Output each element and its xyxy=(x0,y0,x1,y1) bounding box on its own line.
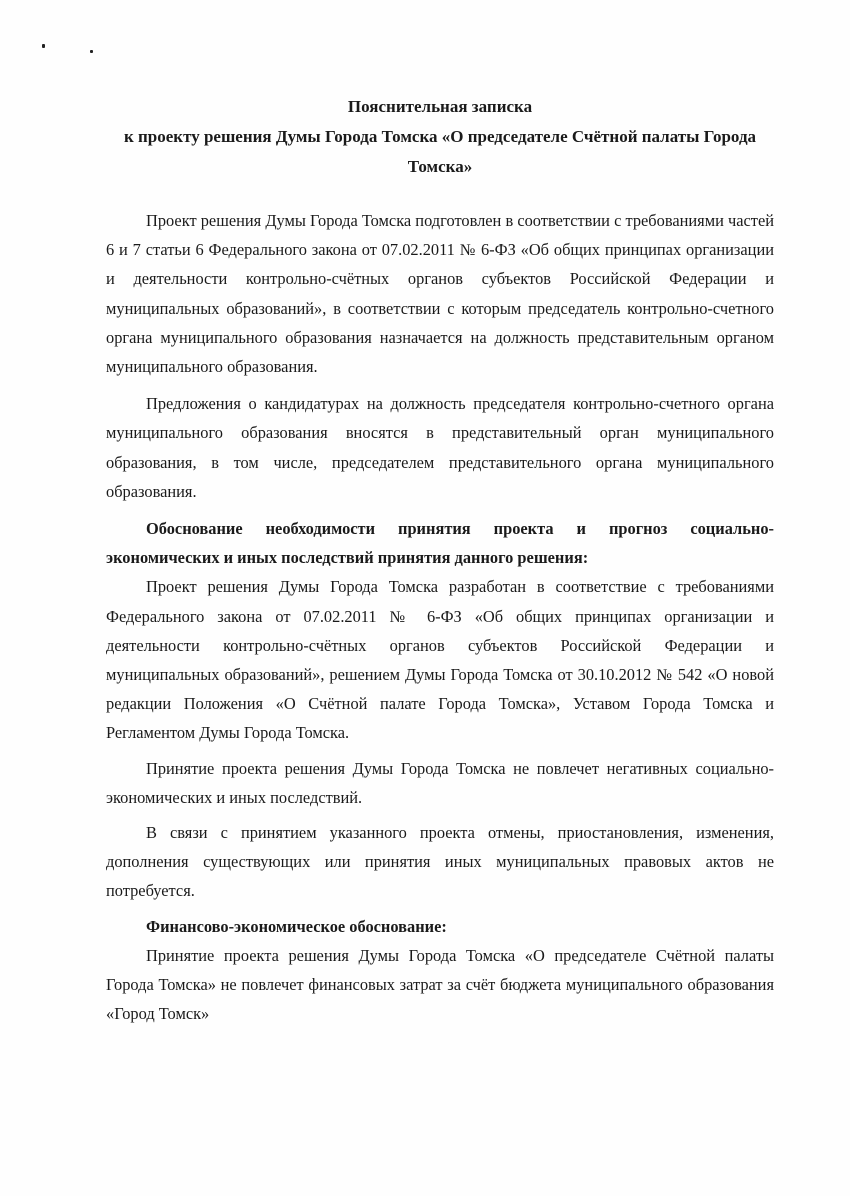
body-paragraph: Принятие проекта решения Думы Города Томска не повлечет негативных социально-экономических и иных последствий. xyxy=(106,758,774,807)
body-paragraph: В связи с принятием указанного проекта отмены, приостановления, изменения, дополнения существующих или принятия иных муниципальных правовых актов не потребуется. xyxy=(106,823,774,901)
body-paragraph: Предложения о кандидатурах на должность председателя контрольно-счетного органа муниципального образования вносятся в представительный орган муниципального образования, в том числе, председателем представительного органа муниципального образования. xyxy=(106,394,774,501)
body-paragraph: Проект решения Думы Города Томска разработан в соответствие с требованиями Федерального закона от 07.02.2011 № 6-ФЗ «Об общих принципах организации и деятельности контрольно-счётных органов субъектов Российской Федерации и муниципальных образований», решением Думы Города Томска от 30.10.2012 № 542 «О новой редакции Положения «О Счётной палате Города Томска», Уставом Города Томска и Регламентом Думы Города Томска. xyxy=(106,577,774,743)
document-subtitle-line2: Томска» xyxy=(407,157,473,176)
document-header xyxy=(100,92,780,182)
scan-speck xyxy=(90,50,93,53)
body-paragraph: Проект решения Думы Города Томска подготовлен в соответствии с требованиями частей 6 и 7 статьи 6 Федерального закона от 07.02.2011 № 6-ФЗ «Об общих принципах организации и деятельности контрольно-счётных органов субъектов Российской Федерации и муниципальных образований», в соответствии с которым председатель контрольно-счетного органа муниципального образования назначается на должность представительным органом муниципального образования. xyxy=(106,211,774,377)
section-heading-financial: Финансово-экономическое обоснование: xyxy=(146,916,447,936)
scan-speck xyxy=(42,44,45,48)
body-paragraph: Принятие проекта решения Думы Города Томска «О председателе Счётной палаты Города Томска» не повлечет финансовых затрат за счёт бюджета муниципального образования «Город Томск» xyxy=(106,945,774,1024)
document-subtitle-line1: к проекту решения Думы Города Томска «О председателе Счётной палаты Города xyxy=(123,127,757,146)
document-title: Пояснительная записка xyxy=(347,97,533,116)
section-heading-justification: Обоснование необходимости принятия проекта и прогноз социально-экономических и иных последствий принятия данного решения: xyxy=(106,519,774,568)
document-body xyxy=(106,206,774,1028)
